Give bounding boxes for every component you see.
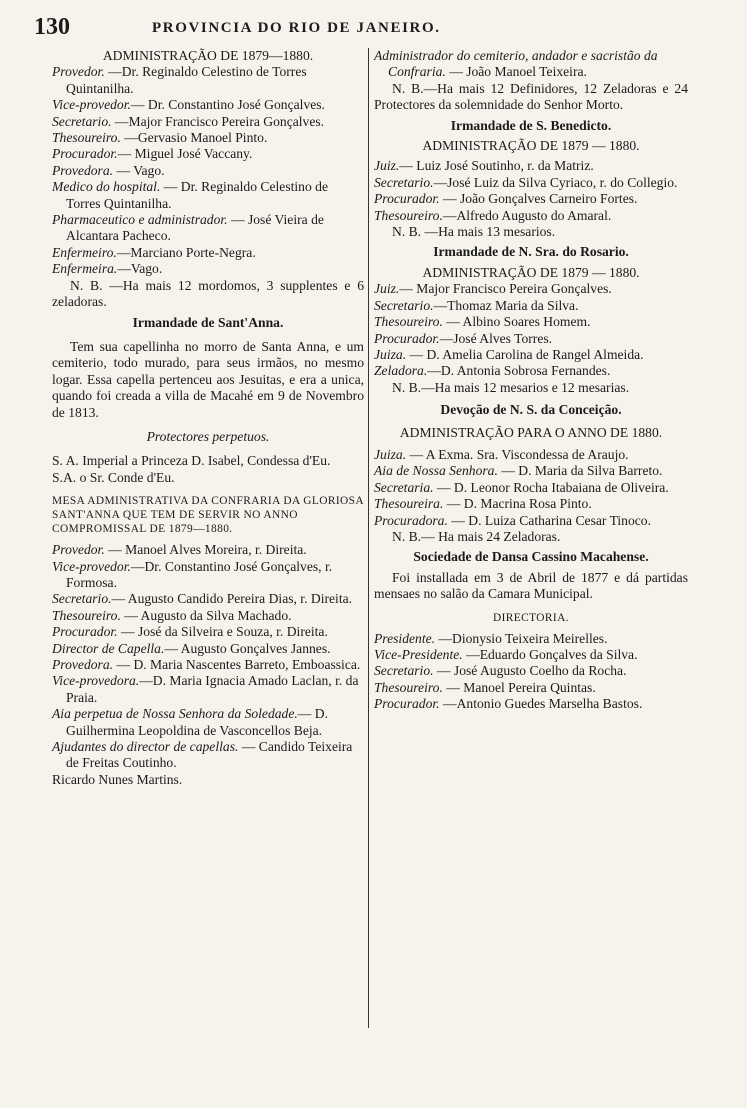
entry-role: Zeladora. (374, 363, 428, 379)
column-divider (368, 48, 369, 1028)
entry-role: Medico do hospital. (52, 179, 161, 195)
entry-text: — José Vieira de Alcantara Pacheco. (66, 212, 324, 244)
entry-role: Secretario. (52, 591, 112, 607)
entry-role: Procurador. (374, 191, 440, 207)
entry-text: — Miguel José Vaccany. (117, 146, 253, 162)
entry-text: — Major Francisco Pereira Gonçalves. (399, 281, 612, 297)
entry-text: — Albino Soares Homem. (442, 314, 591, 330)
entry-text: — Manoel Pereira Quintas. (442, 679, 596, 695)
page-number: 130 (34, 14, 70, 40)
entry-text: —Gervasio Manoel Pinto. (120, 130, 268, 146)
entry (374, 696, 688, 712)
entry (52, 146, 364, 162)
entry-text: —Antonio Guedes Marselha Bastos. (439, 696, 643, 712)
right-column (374, 48, 688, 713)
section-heading: Irmandade de S. Benedicto. (450, 117, 612, 133)
section-heading: Irmandade de N. Sra. do Rosario. (433, 244, 629, 260)
entry-text: —Dr. Reginaldo Celestino de Torres Quintanilha. (66, 64, 307, 96)
paragraph: N. B.— Ha mais 24 Zeladoras. (392, 528, 561, 544)
entry-text: — D. Maria Nascentes Barreto, Emboassica. (113, 657, 361, 672)
entry (52, 624, 364, 640)
section-heading: Devoção de N. S. da Conceição. (440, 402, 622, 418)
paragraph: Foi installada em 3 de Abril de 1877 e dá partidas mensaes no salão da Camara Municipal. (374, 569, 688, 602)
entry-text: — Dr. Reginaldo Celestino de Torres Quintanilha. (66, 179, 328, 211)
entry-text: — Augusto Candido Pereira Dias, r. Direita. (111, 591, 353, 607)
entry-text: — Augusto Gonçalves Jannes. (164, 640, 331, 656)
entry-role: Thesoureiro. (52, 607, 121, 623)
entry-role: Secretario. (374, 663, 434, 679)
entry-text: — José da Silveira e Souza, r. Direita. (117, 624, 328, 640)
entry (52, 114, 364, 130)
entry-text: —Marciano Porte-Negra. (116, 244, 256, 260)
entry (374, 447, 688, 463)
section-heading: Irmandade de Sant'Anna. (132, 314, 284, 330)
entry-text: —José Alves Torres. (439, 330, 553, 346)
entry-role: Secretario. (52, 113, 112, 129)
paragraph: N. B.—Ha mais 12 Definidores, 12 Zeladoras e 24 Protectores da solemnidade do Senhor Morto. (374, 80, 688, 113)
entry (374, 663, 688, 679)
entry-text: —Eduardo Gonçalves da Silva. (462, 647, 638, 662)
page-header (34, 14, 714, 46)
entry-text: —Major Francisco Pereira Gonçalves. (111, 113, 325, 129)
entry-role: Thesoureiro. (374, 207, 443, 223)
entry-role: Procurador. (374, 330, 440, 346)
entry-role: Vice-Presidente. (374, 647, 463, 662)
entry-role: Director de Capella. (52, 640, 165, 656)
entry-text: —Vago. (117, 261, 163, 277)
entry (374, 314, 688, 330)
entry-text: — Augusto da Silva Machado. (120, 607, 292, 623)
entry (52, 657, 364, 673)
entry-role: Juiz. (374, 158, 400, 174)
entry-text: — D. Guilhermina Leopoldina de Vasconcellos Beja. (66, 706, 329, 738)
entry (52, 470, 364, 486)
entry-text: — Luiz José Soutinho, r. da Matriz. (399, 158, 594, 174)
paragraph: N. B. —Ha mais 13 mesarios. (392, 224, 556, 240)
entry (52, 179, 364, 212)
entry-text: — Vago. (113, 162, 165, 178)
entry (52, 64, 364, 97)
entry-text: — D. Macrina Rosa Pinto. (443, 496, 592, 512)
entry-text: —Dionysio Teixeira Meirelles. (435, 630, 608, 646)
entry-text: — João Manoel Teixeira. (445, 64, 587, 80)
entry (374, 208, 688, 224)
entry (374, 175, 688, 191)
entry (374, 347, 688, 363)
entry-role: Juiza. (374, 346, 407, 362)
entry-text: — D. Maria da Silva Barreto. (497, 463, 663, 479)
entry (374, 191, 688, 207)
entry (374, 496, 688, 512)
entry-role: Procurador. (52, 146, 118, 162)
entry (374, 680, 688, 696)
entry-role: Provedor. (52, 542, 105, 558)
entry (374, 463, 688, 479)
entry (374, 631, 688, 647)
entry (374, 281, 688, 297)
entry-role: Secretario. (374, 297, 434, 313)
entry-text: —D. Maria Ignacia Amado Laclan, r. da Praia. (66, 673, 359, 705)
entry (374, 331, 688, 347)
entry-role: Procurador. (374, 696, 440, 712)
entry-role: Ajudantes do director de capellas. (52, 739, 239, 755)
entry (52, 542, 364, 558)
entry-role: Secretaria. (374, 479, 434, 495)
entry-text: —Dr. Constantino José Gonçalves, r. Formosa. (66, 558, 333, 590)
entry (374, 480, 688, 496)
entry-text: — D. Luiza Catharina Cesar Tinoco. (447, 512, 652, 528)
entry (52, 261, 364, 277)
entry-text: — Dr. Constantino José Gonçalves. (130, 97, 325, 113)
entry-role: Thesoureira. (374, 496, 444, 512)
entry-role: Enfermeiro. (52, 244, 117, 260)
entry-role: Provedor. (52, 64, 105, 80)
entry (52, 212, 364, 245)
entry-role: Provedora. (52, 162, 114, 178)
entry (52, 163, 364, 179)
entry-text: — João Gonçalves Carneiro Fortes. (439, 191, 638, 207)
section-heading: DIRECTORIA. (492, 611, 569, 624)
paragraph: Tem sua capellinha no morro de Santa Anna, e um cemiterio, todo murado, para seus irmãos, no mesmo logar. Essa capella pertenceu aos Jesuitas, e era a unica, quando foi creada a villa de Macahé em 9 de Novembro de 1813. (52, 338, 364, 420)
entry-role: Vice-provedora. (52, 673, 140, 689)
entry-role: Procuradora. (374, 512, 448, 528)
entry-role: Enfermeira. (52, 261, 118, 277)
entry-role: Aia perpetua de Nossa Senhora da Soledade. (52, 706, 298, 722)
entry-text: —José Luiz da Silva Cyriaco, r. do Collegio. (433, 174, 678, 190)
section-heading: MESA ADMINISTRATIVA DA CONFRARIA DA GLORIOSA SANT'ANNA QUE TEM DE SERVIR NO ANNO COMPROMISSAL DE 1879—1880. (52, 495, 364, 536)
section-heading: ADMINISTRAÇÃO DE 1879 — 1880. (422, 264, 640, 280)
entry (374, 158, 688, 174)
entry-role: Administrador do cemiterio, andador e sacristão da Confraria. (374, 48, 658, 80)
section-heading: ADMINISTRAÇÃO PARA O ANNO DE 1880. (399, 424, 663, 440)
entry (374, 363, 688, 379)
entry (52, 739, 364, 772)
entry-role: Aia de Nossa Senhora. (374, 463, 498, 479)
entry (374, 647, 688, 663)
entry-role: Thesoureiro. (374, 314, 443, 330)
entry-role: Secretario. (374, 174, 434, 190)
entry-role: Thesoureiro. (52, 130, 121, 146)
entry-role: Thesoureiro. (374, 679, 443, 695)
entry-text: — D. Amelia Carolina de Rangel Almeida. (406, 346, 644, 362)
section-heading: Protectores perpetuos. (146, 428, 270, 444)
entry-role: Procurador. (52, 624, 118, 640)
entry-role: Presidente. (374, 630, 436, 646)
entry (374, 298, 688, 314)
entry-text: — D. Leonor Rocha Itabaiana de Oliveira. (433, 479, 669, 495)
left-column (52, 48, 364, 788)
entry (52, 245, 364, 261)
entry (52, 608, 364, 624)
entry-role: Juiza. (374, 446, 407, 462)
entry-role: Vice-provedor. (52, 558, 131, 574)
entry (52, 559, 364, 592)
entry (52, 130, 364, 146)
paragraph: N. B. —Ha mais 12 mordomos, 3 supplentes e 6 zeladoras. (52, 277, 364, 310)
entry-text: — Manoel Alves Moreira, r. Direita. (104, 542, 307, 558)
entry (52, 641, 364, 657)
section-heading: ADMINISTRAÇÃO DE 1879—1880. (102, 48, 314, 63)
entry-text: — Candido Teixeira de Freitas Coutinho. (66, 739, 353, 771)
entry-text: — A Exma. Sra. Viscondessa de Araujo. (406, 446, 629, 462)
entry (52, 591, 364, 607)
entry (52, 673, 364, 706)
entry (52, 772, 364, 788)
entry (52, 453, 364, 469)
entry-text: Ricardo Nunes Martins. (52, 771, 183, 787)
section-heading: Sociedade de Dansa Cassino Macahense. (413, 549, 649, 565)
entry (52, 706, 364, 739)
running-title: PROVINCIA DO RIO DE JANEIRO. (152, 20, 441, 36)
entry-role: Juiz. (374, 281, 400, 297)
paragraph: N. B.—Ha mais 12 mesarios e 12 mesarias. (392, 379, 630, 395)
entry-text: —Alfredo Augusto do Amaral. (442, 207, 612, 223)
section-heading: ADMINISTRAÇÃO DE 1879 — 1880. (422, 138, 640, 154)
entry-text: S. A. Imperial a Princeza D. Isabel, Condessa d'Eu. (52, 453, 331, 469)
entry-text: S.A. o Sr. Conde d'Eu. (52, 469, 175, 485)
entry (374, 48, 688, 81)
entry-text: —D. Antonia Sobrosa Fernandes. (427, 363, 611, 379)
entry-role: Pharmaceutico e administrador. (52, 212, 228, 228)
entry-text: — José Augusto Coelho da Rocha. (433, 663, 627, 679)
entry-role: Provedora. (52, 657, 114, 672)
entry (374, 513, 688, 529)
entry (52, 97, 364, 113)
entry-role: Vice-provedor. (52, 97, 131, 113)
entry-text: —Thomaz Maria da Silva. (433, 297, 579, 313)
